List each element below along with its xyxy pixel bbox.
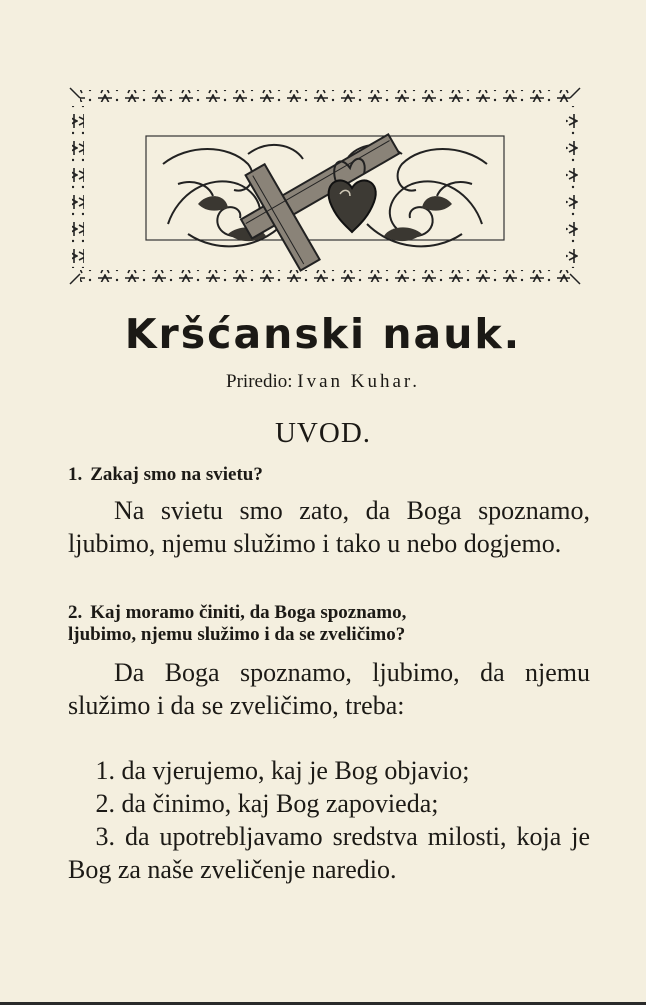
list-item-text: da upotrebljavamo sredstva milosti, koja je Bog za naše zveličenje naredio. — [68, 822, 590, 884]
question-2 — [68, 602, 588, 646]
question-1-number: 1. — [68, 464, 83, 485]
editor-label: Priredio: — [226, 371, 293, 392]
answer-1-text: Na svietu smo zato, da Boga spoznamo, ljubimo, njemu služimo i tako u nebo dogjemo. — [68, 496, 590, 558]
requirements-list — [68, 754, 590, 886]
answer-2 — [68, 656, 590, 722]
editor-credit — [0, 371, 646, 393]
question-1-text: Zakaj smo na svietu? — [90, 464, 263, 485]
list-item-number: 3. — [95, 822, 115, 851]
list-item-text: da činimo, kaj Bog zapovieda; — [121, 789, 439, 818]
cross-and-sacred-heart-icon — [68, 84, 582, 290]
answer-1 — [68, 494, 590, 560]
question-2-number: 2. — [68, 602, 83, 623]
question-2-line-2: ljubimo, njemu služimo i da se zveličimo? — [68, 624, 406, 645]
answer-2-text: Da Boga spoznamo, ljubimo, da njemu služimo i da se zveličimo, treba: — [68, 658, 590, 720]
question-2-line-1: Kaj moramo činiti, da Boga spoznamo, — [90, 602, 407, 623]
list-item — [68, 787, 590, 820]
editor-name: Ivan Kuhar. — [297, 371, 420, 392]
list-item-text: da vjerujemo, kaj je Bog objavio; — [121, 756, 470, 785]
list-item-number: 2. — [95, 789, 115, 818]
list-item — [68, 820, 590, 886]
list-item — [68, 754, 590, 787]
page-title: Kršćanski nauk. — [124, 310, 522, 358]
section-heading: UVOD. — [274, 417, 372, 449]
question-1 — [68, 464, 588, 486]
list-item-number: 1. — [95, 756, 115, 785]
